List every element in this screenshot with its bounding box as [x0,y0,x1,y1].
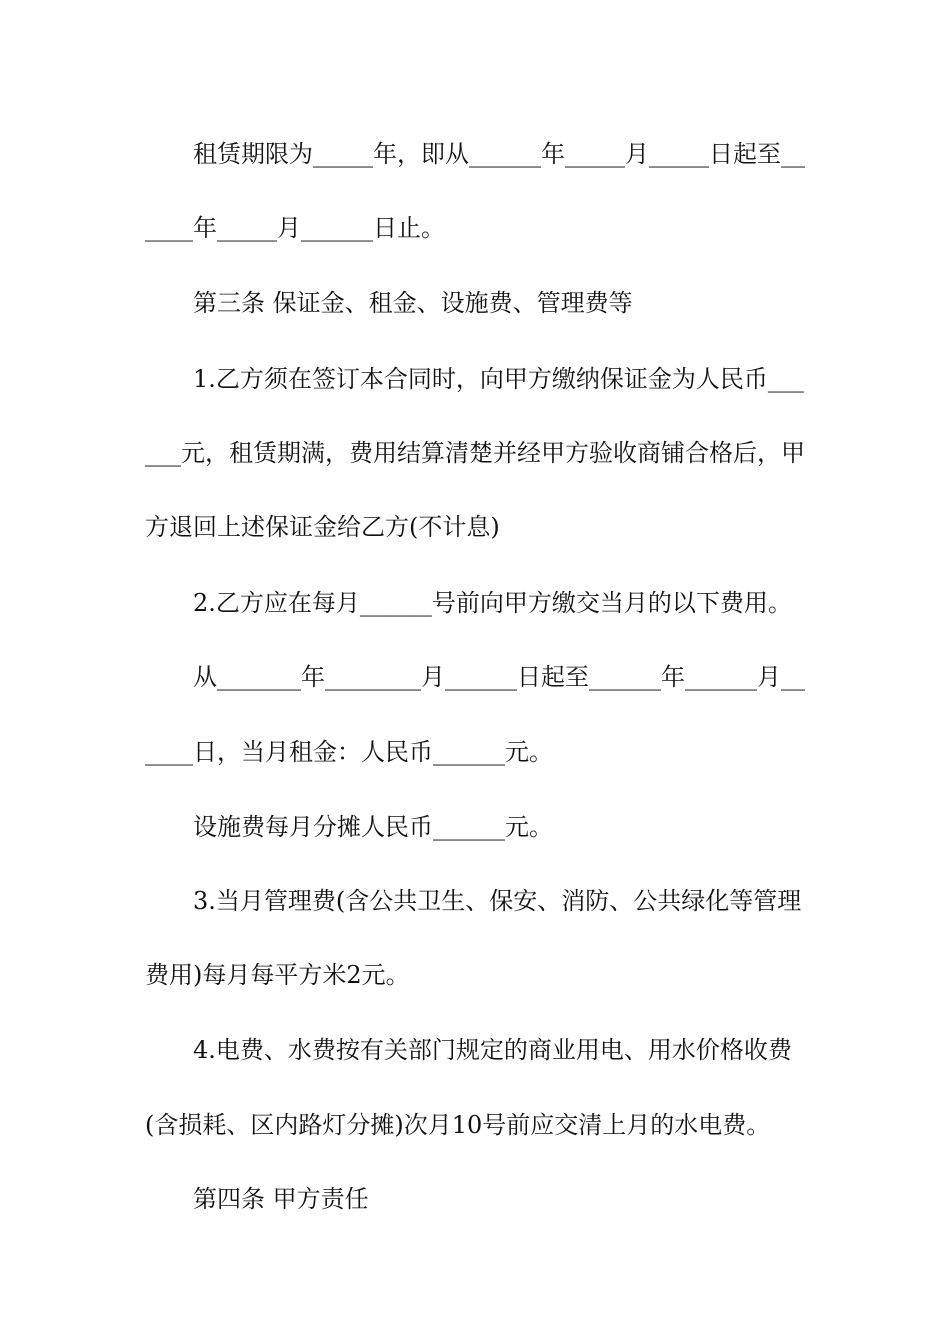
article-four-heading: 第四条 甲方责任 [193,1185,369,1213]
rent-period-line-1: 从_______年________月______日起至______年______月__ [193,663,805,691]
lease-term-end-line: ____年_____月______日止。 [145,214,445,242]
deposit-clause-line-1: 1.乙方须在签订本合同时，向甲方缴纳保证金为人民币___ [193,365,804,393]
rent-period-line-2: ____日，当月租金：人民币______元。 [145,738,553,766]
lease-term-line: 租赁期限为_____年，即从______年_____月_____日起至__ [193,140,805,168]
utilities-clause-line-1: 4.电费、水费按有关部门规定的商业用电、用水价格收费 [193,1036,792,1064]
monthly-fees-clause: 2.乙方应在每月______号前向甲方缴交当月的以下费用。 [193,589,792,617]
management-fee-line-2: 费用)每月每平方米2元。 [145,961,410,989]
utilities-clause-line-2: (含损耗、区内路灯分摊)次月10号前应交清上月的水电费。 [145,1111,771,1139]
facility-fee-line: 设施费每月分摊人民币______元。 [193,813,553,841]
deposit-clause-line-2: ___元，租赁期满，费用结算清楚并经甲方验收商铺合格后，甲 [145,439,805,467]
article-three-heading: 第三条 保证金、租金、设施费、管理费等 [193,289,633,317]
deposit-clause-line-3: 方退回上述保证金给乙方(不计息) [145,513,500,541]
management-fee-line-1: 3.当月管理费(含公共卫生、保安、消防、公共绿化等管理 [193,887,802,915]
